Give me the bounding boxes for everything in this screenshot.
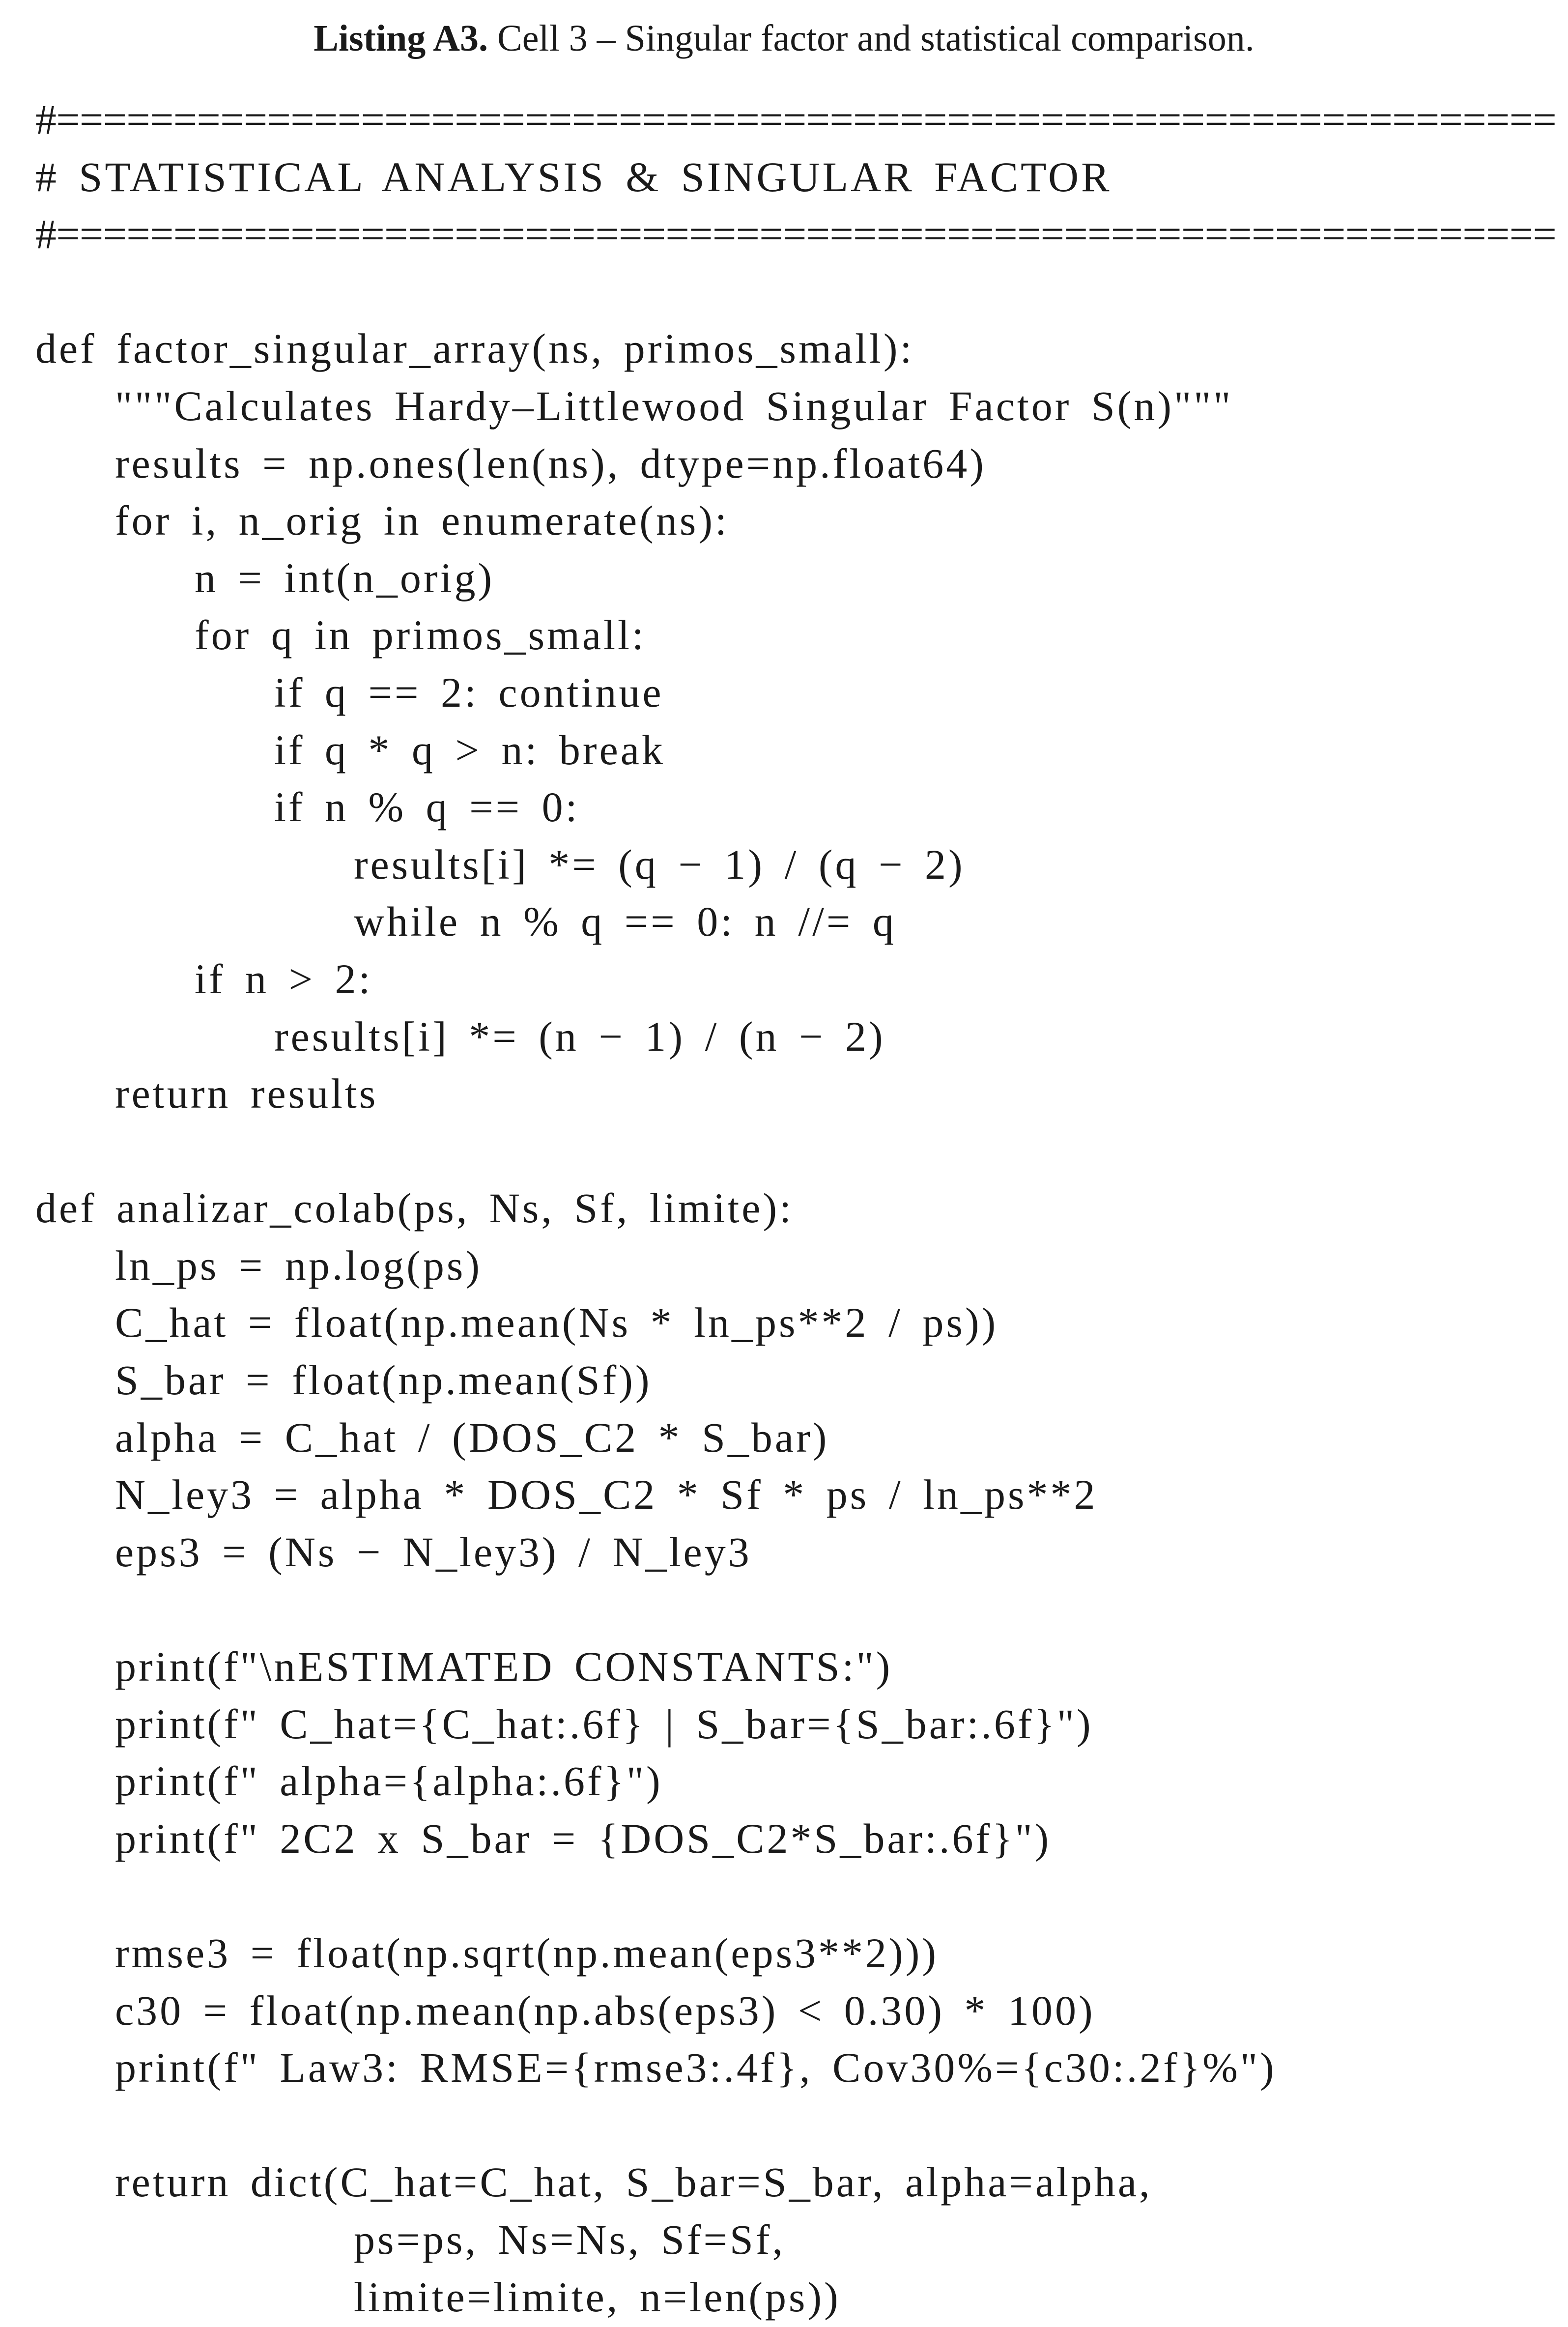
code-line: #================================================================ — [35, 210, 1557, 258]
code-line: print(f"\nESTIMATED CONSTANTS:") — [35, 1643, 893, 1691]
code-line: if q * q > n: break — [35, 726, 665, 774]
code-line: rmse3 = float(np.sqrt(np.mean(eps3**2))) — [35, 1929, 939, 1977]
code-line: n = int(n_orig) — [35, 554, 495, 602]
code-line: results[i] *= (q − 1) / (q − 2) — [35, 840, 965, 888]
code-line: print(f" 2C2 x S_bar = {DOS_C2*S_bar:.6f}") — [35, 1814, 1052, 1862]
listing-label: Listing A3. — [314, 18, 488, 59]
code-line: #================================================================ — [35, 96, 1557, 143]
code-line: C_hat = float(np.mean(Ns * ln_ps**2 / ps)) — [35, 1299, 998, 1347]
code-line: return results — [35, 1070, 378, 1118]
code-line: for i, n_orig in enumerate(ns): — [35, 497, 729, 545]
code-listing — [35, 91, 1564, 2326]
code-line — [35, 1580, 1564, 1638]
code-line: if n > 2: — [35, 955, 373, 1003]
code-line: N_ley3 = alpha * DOS_C2 * Sf * ps / ln_ps**2 — [35, 1471, 1098, 1519]
code-line — [35, 263, 1564, 320]
code-line: results[i] *= (n − 1) / (n − 2) — [35, 1012, 885, 1060]
code-line: # STATISTICAL ANALYSIS & SINGULAR FACTOR — [35, 153, 1112, 201]
code-line: alpha = C_hat / (DOS_C2 * S_bar) — [35, 1413, 829, 1461]
listing-caption — [0, 9, 1568, 68]
code-line: def factor_singular_array(ns, primos_small): — [35, 325, 914, 373]
code-line — [35, 1122, 1564, 1180]
code-line: ps=ps, Ns=Ns, Sf=Sf, — [35, 2215, 786, 2263]
code-line: c30 = float(np.mean(np.abs(eps3) < 0.30) * 100) — [35, 1986, 1095, 2034]
code-line: if q == 2: continue — [35, 668, 664, 716]
code-line: for q in primos_small: — [35, 611, 646, 659]
code-line: limite=limite, n=len(ps)) — [35, 2273, 841, 2321]
code-line: print(f" alpha={alpha:.6f}") — [35, 1757, 663, 1805]
code-line: """Calculates Hardy–Littlewood Singular Factor S(n)""" — [35, 382, 1233, 430]
code-line: results = np.ones(len(ns), dtype=np.float64) — [35, 439, 986, 487]
code-line: if n % q == 0: — [35, 783, 580, 831]
code-line: eps3 = (Ns − N_ley3) / N_ley3 — [35, 1528, 752, 1576]
code-line: S_bar = float(np.mean(Sf)) — [35, 1356, 652, 1404]
code-line: while n % q == 0: n //= q — [35, 898, 896, 946]
code-line: print(f" Law3: RMSE={rmse3:.4f}, Cov30%={c30:.2f}%") — [35, 2044, 1277, 2092]
code-line: print(f" C_hat={C_hat:.6f} | S_bar={S_bar:.6f}") — [35, 1700, 1093, 1748]
code-line: ln_ps = np.log(ps) — [35, 1241, 483, 1289]
code-line — [35, 2097, 1564, 2154]
code-line — [35, 1867, 1564, 1925]
code-line: return dict(C_hat=C_hat, S_bar=S_bar, alpha=alpha, — [35, 2158, 1152, 2206]
listing-caption-text: Cell 3 – Singular factor and statistical comparison. — [497, 18, 1254, 59]
code-line: def analizar_colab(ps, Ns, Sf, limite): — [35, 1184, 794, 1232]
